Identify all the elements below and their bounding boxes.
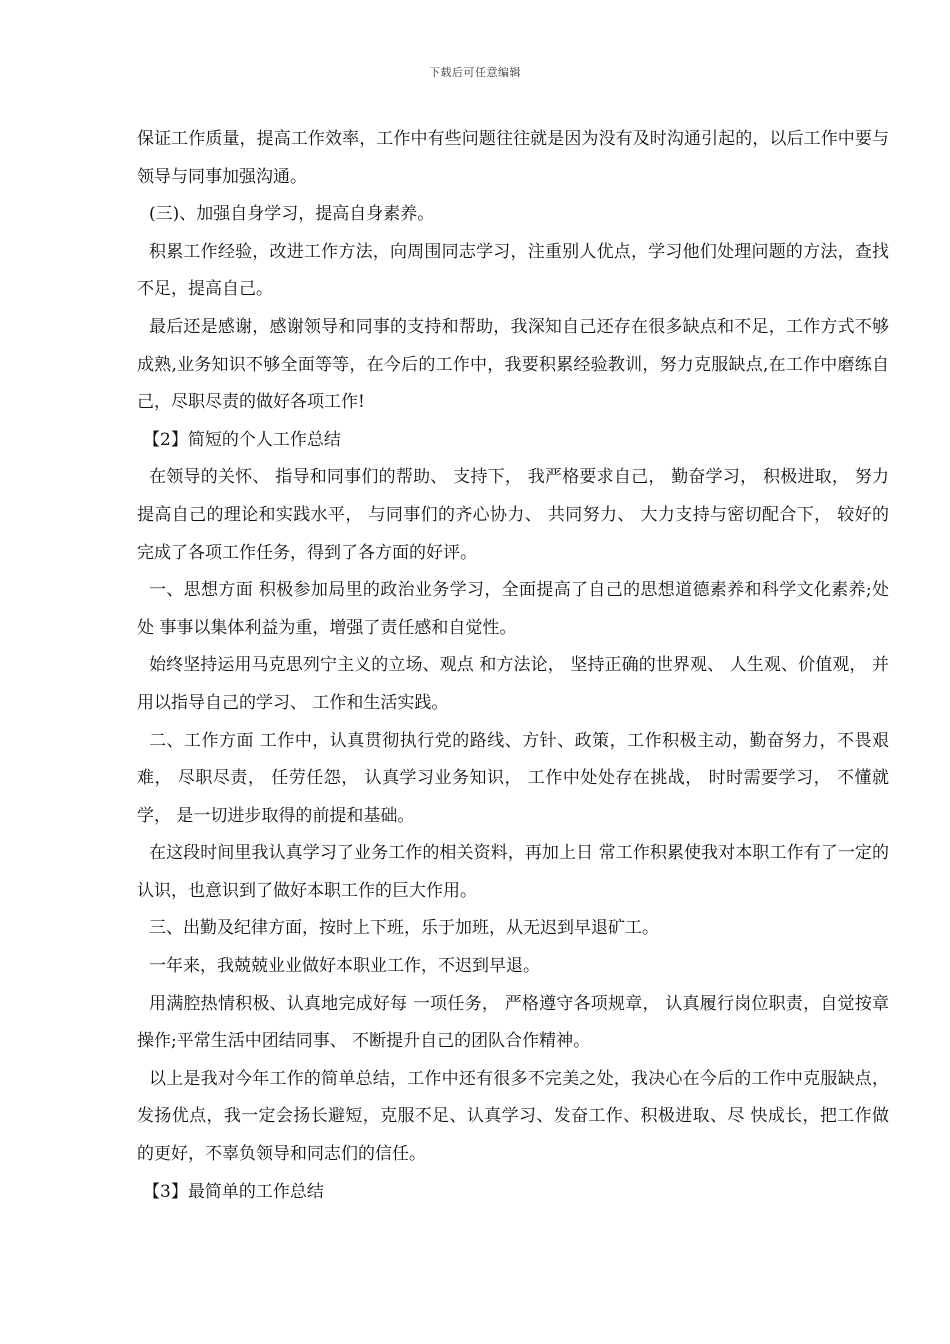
paragraph: 在领导的关怀、 指导和同事们的帮助、 支持下， 我严格要求自己， 勤奋学习， 积极进取， 努力提高自己的理论和实践水平， 与同事们的齐心协力、 共同努力、 大力支持与密切配合下， 较好的完成了各项工作任务，得到了各方面的好评。 <box>137 467 889 563</box>
section-heading: (三)、加强自身学习，提高自身素养。 <box>149 204 435 225</box>
paragraph: 始终坚持运用马克思列宁主义的立场、观点 和方法论， 坚持正确的世界观、 人生观、价值观， 并用以指导自己的学习、 工作和生活实践。 <box>137 655 889 713</box>
paragraph: 保证工作质量，提高工作效率，工作中有些问题往往就是因为没有及时沟通引起的，以后工作中要与领导与同事加强沟通。 <box>137 129 889 187</box>
paragraph: 最后还是感谢，感谢领导和同事的支持和帮助，我深知自己还存在很多缺点和不足，工作方式不够成熟,业务知识不够全面等等，在今后的工作中，我要积累经验教训，努力克服缺点,在工作中磨练自己，尽职尽责的做好各项工作! <box>137 316 889 413</box>
page-header: 下载后可任意编辑 <box>429 66 521 79</box>
paragraph: 以上是我对今年工作的简单总结，工作中还有很多不完美之处，我决心在今后的工作中克服缺点，发扬优点，我一定会扬长避短，克服不足、认真学习、发奋工作、积极进取、尽 快成长，把工作做的更好，不辜负领导和同志们的信任。 <box>137 1068 889 1165</box>
paragraph: 二、工作方面 工作中，认真贯彻执行党的路线、方针、政策，工作积极主动，勤奋努力，不畏艰难， 尽职尽责， 任劳任怨， 认真学习业务知识， 工作中处处存在挑战， 时时需要学习， 不懂就学， 是一切进步取得的前提和基础。 <box>137 730 889 826</box>
paragraph: 在这段时间里我认真学习了业务工作的相关资料，再加上日 常工作积累使我对本职工作有了一定的认识，也意识到了做好本职工作的巨大作用。 <box>137 843 889 901</box>
paragraph: 三、出勤及纪律方面，按时上下班，乐于加班，从无迟到早退矿工。 <box>149 918 659 939</box>
paragraph: 一、思想方面 积极参加局里的政治业务学习，全面提高了自己的思想道德素养和科学文化素养;处处 事事以集体利益为重，增强了责任感和自觉性。 <box>137 580 889 638</box>
section-title: 【3】最简单的工作总结 <box>143 1181 324 1202</box>
paragraph: 一年来，我兢兢业业做好本职业工作，不迟到早退。 <box>149 956 540 977</box>
document-body <box>137 121 889 1211</box>
section-title: 【2】简短的个人工作总结 <box>143 429 341 450</box>
paragraph: 积累工作经验，改进工作方法，向周围同志学习，注重别人优点，学习他们处理问题的方法，查找不足，提高自己。 <box>137 241 889 300</box>
paragraph: 用满腔热情积极、认真地完成好每 一项任务， 严格遵守各项规章， 认真履行岗位职责，自觉按章操作;平常生活中团结同事、 不断提升自己的团队合作精神。 <box>137 993 889 1052</box>
